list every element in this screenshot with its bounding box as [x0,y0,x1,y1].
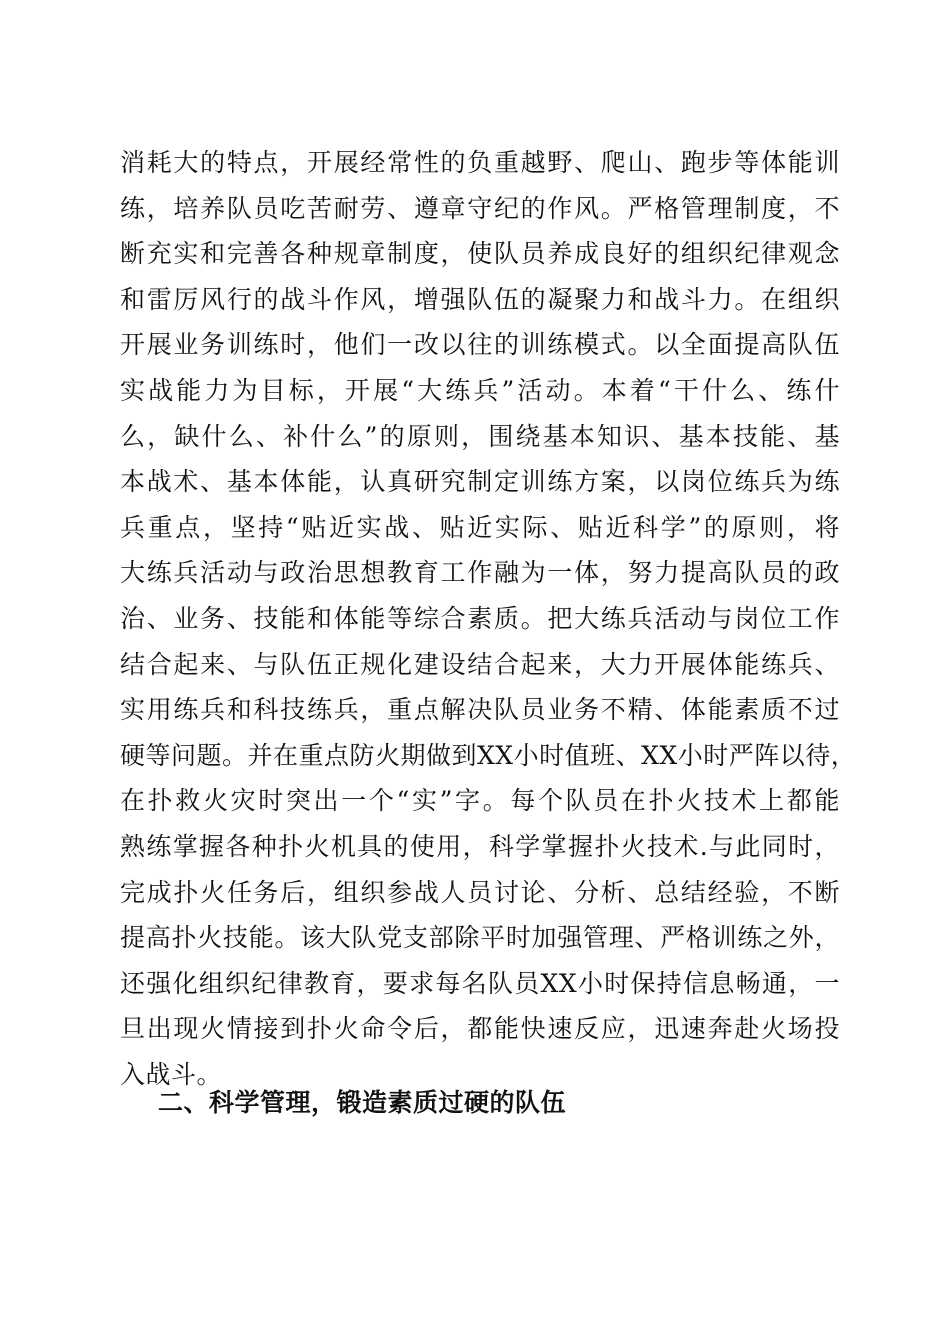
paragraph-line: 兵重点，坚持“贴近实战、贴近实际、贴近科学”的原则，将 [120,512,840,542]
paragraph-line: 熟练掌握各种扑火机具的使用，科学掌握扑火技术.与此同时， [120,831,840,861]
paragraph-line: 本战术、基本体能，认真研究制定训练方案，以岗位练兵为练 [120,467,840,497]
paragraph-line: 和雷厉风行的战斗作风，增强队伍的凝聚力和战斗力。在组织 [120,284,840,314]
paragraph-line: 提高扑火技能。该大队党支部除平时加强管理、严格训练之外， [120,923,840,953]
paragraph-line: 硬等问题。并在重点防火期做到XX小时值班、XX小时严阵以待， [120,740,857,770]
paragraph-line: 断充实和完善各种规章制度，使队员养成良好的组织纪律观念 [120,239,840,269]
paragraph-line: 实用练兵和科技练兵，重点解决队员业务不精、体能素质不过 [120,695,840,725]
paragraph-line: 完成扑火任务后，组织参战人员讨论、分析、总结经验，不断 [120,877,840,907]
body-paragraph [120,140,857,1097]
section-heading: 二、科学管理，锻造素质过硬的队伍 [158,1088,567,1117]
paragraph-line: 旦出现火情接到扑火命令后，都能快速反应，迅速奔赴火场投 [120,1014,840,1044]
paragraph-line: 练，培养队员吃苦耐劳、遵章守纪的作风。严格管理制度，不 [120,193,840,223]
paragraph-line: 开展业务训练时，他们一改以往的训练模式。以全面提高队伍 [120,330,840,360]
paragraph-line: 治、业务、技能和体能等综合素质。把大练兵活动与岗位工作 [120,603,840,633]
paragraph-line: 入战斗。 [120,1059,223,1089]
paragraph-line: 还强化组织纪律教育，要求每名队员XX小时保持信息畅通，一 [120,968,840,998]
paragraph-line: 在扑救火灾时突出一个“实”字。每个队员在扑火技术上都能 [120,786,840,816]
paragraph-line: 实战能力为目标，开展“大练兵”活动。本着“干什么、练什 [120,375,840,405]
paragraph-line: 结合起来、与队伍正规化建设结合起来，大力开展体能练兵、 [120,649,840,679]
paragraph-line: 么，缺什么、补什么”的原则，围绕基本知识、基本技能、基 [120,421,840,451]
paragraph-line: 大练兵活动与政治思想教育工作融为一体，努力提高队员的政 [120,558,840,588]
paragraph-line: 消耗大的特点，开展经常性的负重越野、爬山、跑步等体能训 [120,148,840,177]
